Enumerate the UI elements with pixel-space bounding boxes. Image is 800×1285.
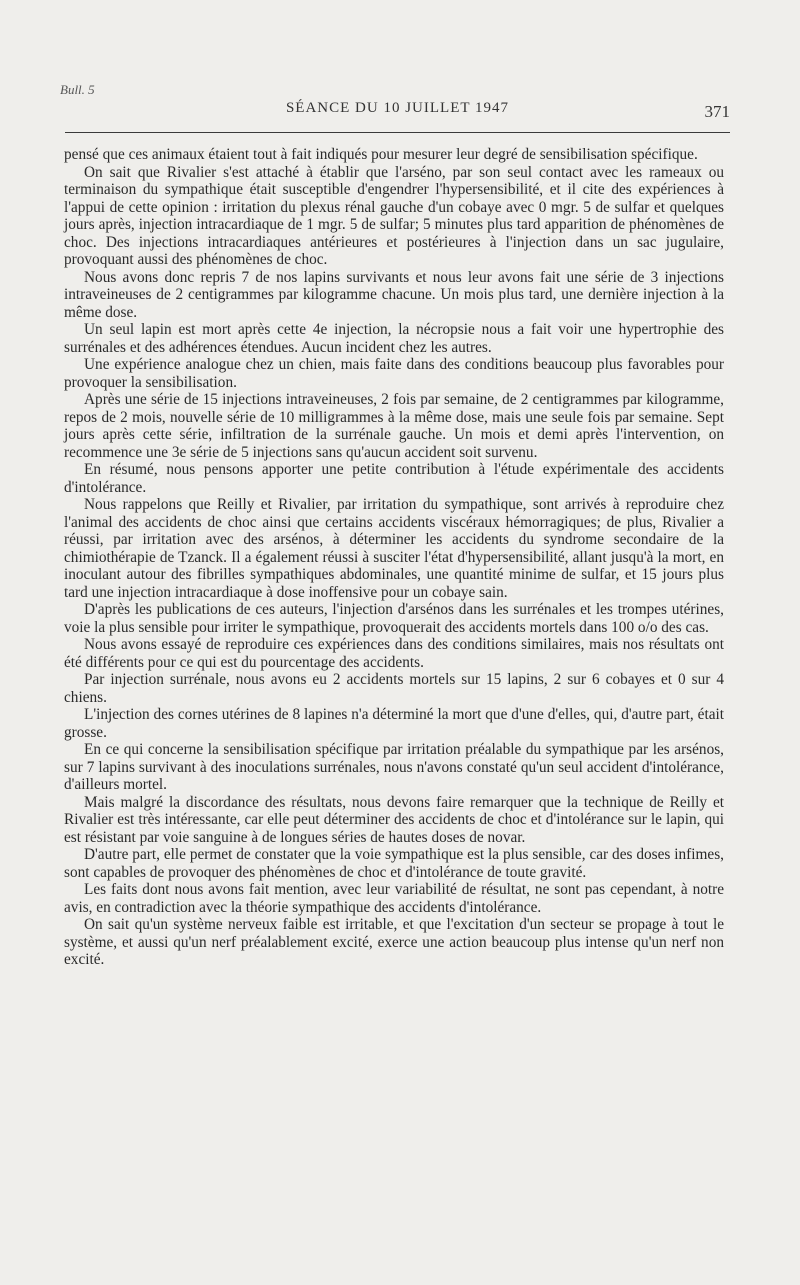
bulletin-mark: Bull. 5 <box>60 82 95 97</box>
paragraph: On sait que Rivalier s'est attaché à établir que l'arséno, par son seul contact avec les rameaux ou terminaison du sympathique était susceptible d'engendrer l'hypersensibilité, et il cite des expériences à l'appui de cette opinion : irritation du plexus rénal gauche d'un cobaye avec 0 mgr. 5 de sulfar et quelques jours après, injection intracardiaque de 1 mgr. 5 de sulfar; 5 minutes plus tard apparition de phénomènes de choc. Des injections intracardiaques antérieures et postérieures à l'injection dans un sac jugulaire, provoquant aussi des phénomènes de choc. <box>64 163 724 268</box>
paragraph: Nous rappelons que Reilly et Rivalier, par irritation du sympathique, sont arrivés à reproduire chez l'animal des accidents de choc ainsi que certains accidents viscéraux hémorragiques; de plus, Rivalier a réussi, par irritation avec des arsénos, à déterminer les accidents du syndrome secondaire de la chimiothérapie de Tzanck. Il a également réussi à susciter l'état d'hypersensibilité, allant jusqu'à la mort, en inoculant autour des fibrilles sympathiques abdominales, une quantité minime de sulfar, et 15 jours plus tard une injection intracardiaque à dose inoffensive pour un cobaye sain. <box>64 496 724 601</box>
paragraph: Nous avons donc repris 7 de nos lapins survivants et nous leur avons fait une série de 3 injections intraveineuses de 2 centigrammes par kilogramme chacune. Un mois plus tard, une dernière injection à la même dose. <box>64 268 724 321</box>
paragraph: Mais malgré la discordance des résultats, nous devons faire remarquer que la technique de Reilly et Rivalier est très intéressante, car elle peut déterminer des accidents de choc et d'intolérance sur le lapin, qui est résistant par voie sanguine à de longues séries de hautes doses de novar. <box>64 793 724 846</box>
paragraph: D'après les publications de ces auteurs, l'injection d'arsénos dans les surrénales et les trompes utérines, voie la plus sensible pour irriter le sympathique, provoquerait des accidents mortels dans 100 o/o des cas. <box>64 601 724 636</box>
body-text <box>64 146 724 969</box>
paragraph: En résumé, nous pensons apporter une petite contribution à l'étude expérimentale des accidents d'intolérance. <box>64 461 724 496</box>
paragraph: D'autre part, elle permet de constater que la voie sympathique est la plus sensible, car des doses infimes, sont capables de provoquer des phénomènes de choc et d'intolérance de toute gravité. <box>64 846 724 881</box>
page-number: 371 <box>704 102 730 121</box>
header-rule <box>65 132 730 133</box>
paragraph: En ce qui concerne la sensibilisation spécifique par irritation préalable du sympathique par les arsénos, sur 7 lapins survivant à des inoculations surrénales, nous n'avons constaté qu'un seul accident d'intolérance, d'ailleurs mortel. <box>64 741 724 793</box>
paragraph: L'injection des cornes utérines de 8 lapines n'a déterminé la mort que d'une d'elles, qui, d'autre part, était grosse. <box>64 706 724 741</box>
page-header <box>65 100 730 126</box>
paragraph: Un seul lapin est mort après cette 4e injection, la nécropsie nous a fait voir une hypertrophie des surrénales et des adhérences étendues. Aucun incident chez les autres. <box>64 321 724 356</box>
paragraph: Après une série de 15 injections intraveineuses, 2 fois par semaine, de 2 centigrammes par kilogramme, repos de 2 mois, nouvelle série de 10 milligrammes à la même dose, mais une seule fois par semaine. Sept jours après cette série, infiltration de la surrénale gauche. Un mois et demi après l'intervention, on recommence une 3e série de 5 injections sans qu'aucun accident soit survenu. <box>64 391 724 461</box>
paragraph: On sait qu'un système nerveux faible est irritable, et que l'excitation d'un secteur se propage à tout le système, et aussi qu'un nerf préalablement excité, exerce une action beaucoup plus intense qu'un nerf non excité. <box>64 916 724 968</box>
paragraph: Par injection surrénale, nous avons eu 2 accidents mortels sur 15 lapins, 2 sur 6 cobayes et 0 sur 4 chiens. <box>64 671 724 706</box>
paragraph: pensé que ces animaux étaient tout à fait indiqués pour mesurer leur degré de sensibilisation spécifique. <box>64 146 698 163</box>
running-title: SÉANCE DU 10 JUILLET 1947 <box>285 100 510 116</box>
paragraph: Une expérience analogue chez un chien, mais faite dans des conditions beaucoup plus favorables pour provoquer la sensibilisation. <box>64 356 724 391</box>
paragraph: Nous avons essayé de reproduire ces expériences dans des conditions similaires, mais nos résultats ont été différents pour ce qui est du pourcentage des accidents. <box>64 636 724 671</box>
paragraph: Les faits dont nous avons fait mention, avec leur variabilité de résultat, ne sont pas cependant, à notre avis, en contradiction avec la théorie sympathique des accidents d'intolérance. <box>64 881 724 916</box>
